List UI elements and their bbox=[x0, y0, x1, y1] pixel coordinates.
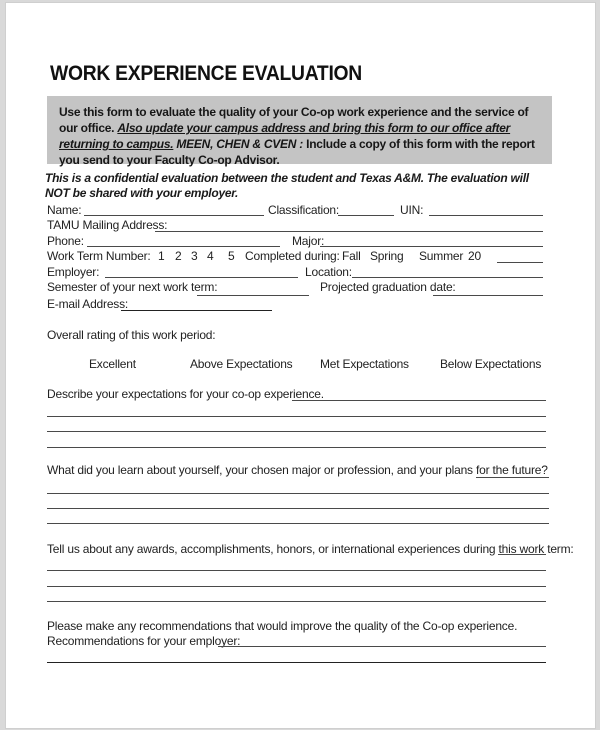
major-label: Major: bbox=[292, 234, 325, 248]
graduation-date-label: Projected graduation date: bbox=[320, 280, 456, 294]
graduation-date-field[interactable] bbox=[433, 295, 543, 296]
confidential-note: This is a confidential evaluation between the student and Texas A&M. The evaluation will NOT be shared with your employer. bbox=[45, 171, 529, 200]
expectations-answer-line-4[interactable] bbox=[47, 447, 546, 448]
work-term-option-5[interactable]: 5 bbox=[228, 249, 235, 263]
mailing-address-label: TAMU Mailing Address: bbox=[47, 218, 168, 232]
awards-answer-line-3[interactable] bbox=[47, 586, 546, 587]
next-term-field[interactable] bbox=[197, 295, 309, 296]
awards-answer-line-4[interactable] bbox=[47, 601, 546, 602]
rating-above-expectations[interactable]: Above Expectations bbox=[190, 357, 293, 371]
season-spring[interactable]: Spring bbox=[370, 249, 404, 263]
work-term-option-1[interactable]: 1 bbox=[158, 249, 165, 263]
employer-label: Employer: bbox=[47, 265, 100, 279]
classification-label: Classification: bbox=[268, 203, 340, 217]
phone-label: Phone: bbox=[47, 234, 84, 248]
instructions-part-3: Include a copy of this form with the report you send to your Faculty Co-op Advisor. bbox=[59, 137, 535, 167]
rating-excellent[interactable]: Excellent bbox=[89, 357, 136, 371]
work-term-option-2[interactable]: 2 bbox=[175, 249, 182, 263]
instructions-underlined: Also update your campus address and bring this form to our office after returning to campus. bbox=[59, 121, 511, 151]
location-field[interactable] bbox=[352, 277, 543, 278]
expectations-answer-line-2[interactable] bbox=[47, 416, 546, 417]
year-prefix: 20 bbox=[468, 249, 481, 263]
expectations-answer-line-1[interactable] bbox=[292, 400, 546, 401]
location-label: Location: bbox=[305, 265, 352, 279]
name-label: Name: bbox=[47, 203, 82, 217]
next-term-label: Semester of your next work term: bbox=[47, 280, 218, 294]
email-field[interactable] bbox=[121, 310, 272, 311]
work-term-option-3[interactable]: 3 bbox=[191, 249, 198, 263]
season-summer[interactable]: Summer bbox=[419, 249, 464, 263]
awards-answer-line-1[interactable] bbox=[498, 554, 546, 555]
instructions-box bbox=[47, 96, 552, 167]
rating-met-expectations[interactable]: Met Expectations bbox=[320, 357, 409, 371]
mailing-address-field[interactable] bbox=[155, 231, 543, 232]
uin-label: UIN: bbox=[400, 203, 424, 217]
recommendations-answer-line-2[interactable] bbox=[47, 662, 546, 663]
instructions-text bbox=[59, 104, 549, 168]
year-field[interactable] bbox=[497, 262, 543, 263]
name-field[interactable] bbox=[84, 215, 264, 216]
recommendations-employer-label: Recommendations for your employer: bbox=[47, 634, 241, 648]
work-term-option-4[interactable]: 4 bbox=[207, 249, 214, 263]
rating-label: Overall rating of this work period: bbox=[47, 328, 216, 342]
major-field[interactable] bbox=[320, 246, 543, 247]
instructions-departments: MEEN, CHEN & CVEN : bbox=[173, 137, 304, 151]
classification-field[interactable] bbox=[338, 215, 394, 216]
work-term-label: Work Term Number: bbox=[47, 249, 151, 263]
employer-field[interactable] bbox=[105, 277, 298, 278]
season-fall[interactable]: Fall bbox=[342, 249, 361, 263]
learned-answer-line-2[interactable] bbox=[47, 493, 549, 494]
learned-answer-line-1[interactable] bbox=[476, 477, 549, 478]
page-title: WORK EXPERIENCE EVALUATION bbox=[50, 62, 362, 85]
expectations-question: Describe your expectations for your co-op experience. bbox=[47, 387, 324, 401]
recommendations-answer-line-1[interactable] bbox=[218, 646, 546, 647]
uin-field[interactable] bbox=[429, 215, 543, 216]
awards-question: Tell us about any awards, accomplishments, honors, or international experiences during this work term: bbox=[47, 542, 574, 556]
email-label: E-mail Address: bbox=[47, 297, 129, 311]
expectations-answer-line-3[interactable] bbox=[47, 431, 546, 432]
learned-question: What did you learn about yourself, your chosen major or profession, and your plans for the future? bbox=[47, 463, 548, 477]
instructions-part-1: Use this form to evaluate the quality of your Co-op work experience and the service of our office. bbox=[59, 105, 529, 135]
phone-field[interactable] bbox=[87, 246, 280, 247]
learned-answer-line-4[interactable] bbox=[47, 523, 549, 524]
recommendations-intro: Please make any recommendations that would improve the quality of the Co-op experience. bbox=[47, 619, 518, 633]
learned-answer-line-3[interactable] bbox=[47, 508, 549, 509]
rating-below-expectations[interactable]: Below Expectations bbox=[440, 357, 542, 371]
awards-answer-line-2[interactable] bbox=[47, 570, 546, 571]
completed-during-label: Completed during: bbox=[245, 249, 340, 263]
